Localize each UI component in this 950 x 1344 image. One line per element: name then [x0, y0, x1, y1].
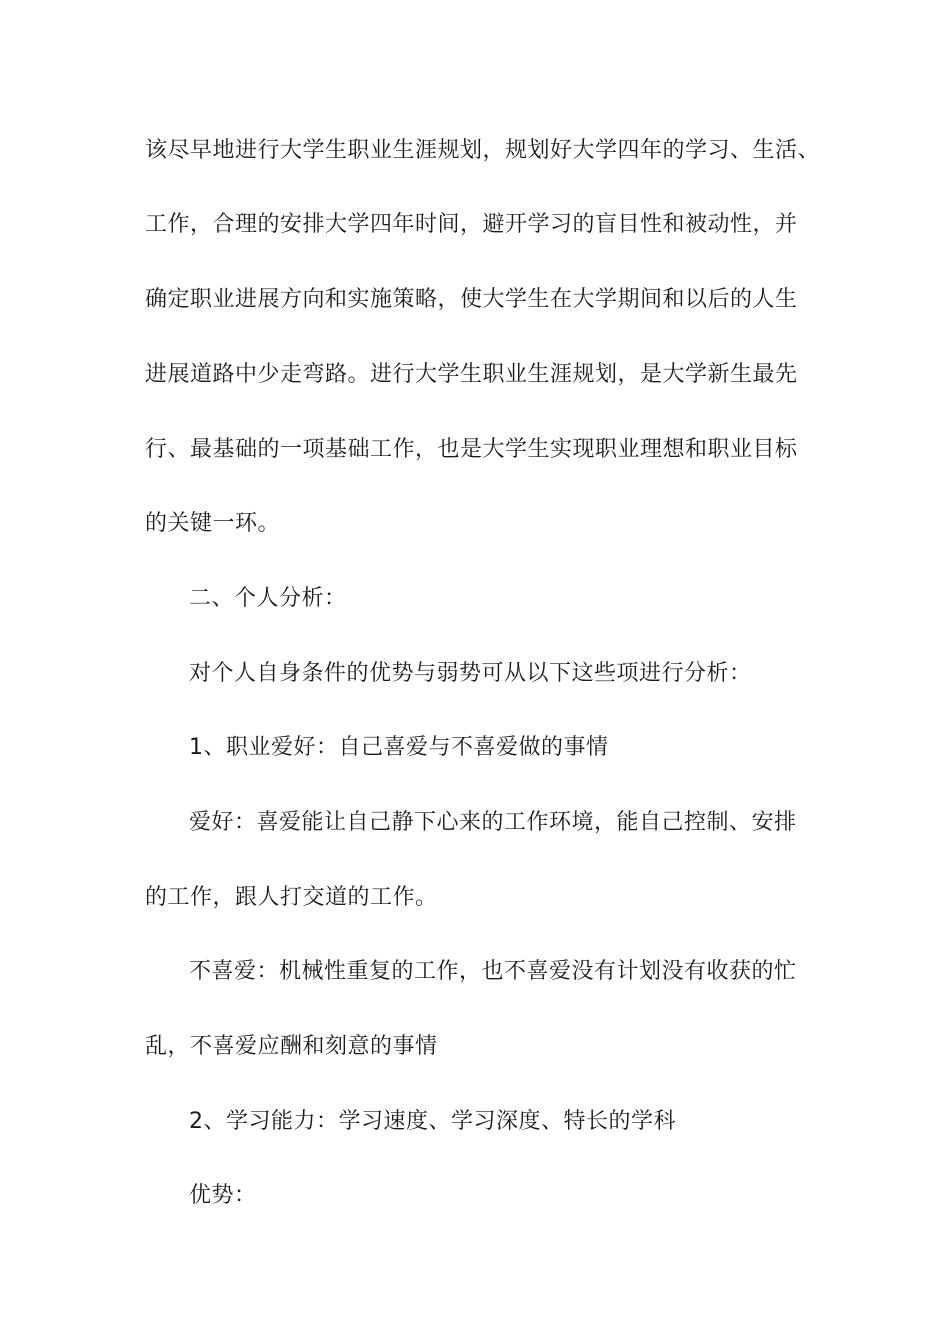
subsection-heading: 1、职业爱好：自己喜爱与不喜爱做的事情 — [189, 735, 609, 760]
paragraph-line: 确定职业进展方向和实施策略，使大学生在大学期间和以后的人生 — [145, 287, 798, 312]
paragraph-line: 优势： — [189, 1183, 257, 1208]
paragraph-line: 进展道路中少走弯路。进行大学生职业生涯规划，是大学新生最先 — [145, 362, 798, 387]
section-heading: 二、个人分析： — [189, 586, 347, 611]
paragraph-line: 该尽早地进行大学生职业生涯规划，规划好大学四年的学习、生活、 — [145, 138, 821, 163]
paragraph-line: 不喜爱：机械性重复的工作，也不喜爱没有计划没有收获的忙 — [189, 959, 797, 984]
paragraph-line: 对个人自身条件的优势与弱势可从以下这些项进行分析： — [189, 661, 752, 686]
paragraph-line: 的关键一环。 — [145, 511, 281, 536]
paragraph-line: 的工作，跟人打交道的工作。 — [145, 885, 438, 910]
paragraph-line: 乱，不喜爱应酬和刻意的事情 — [145, 1034, 438, 1059]
paragraph-line: 爱好：喜爱能让自己静下心来的工作环境，能自己控制、安排 — [189, 810, 797, 835]
paragraph-line: 行、最基础的一项基础工作，也是大学生实现职业理想和职业目标 — [145, 437, 798, 462]
paragraph-line: 工作，合理的安排大学四年时间，避开学习的盲目性和被动性，并 — [145, 212, 798, 237]
subsection-heading: 2、学习能力：学习速度、学习深度、特长的学科 — [189, 1109, 676, 1134]
